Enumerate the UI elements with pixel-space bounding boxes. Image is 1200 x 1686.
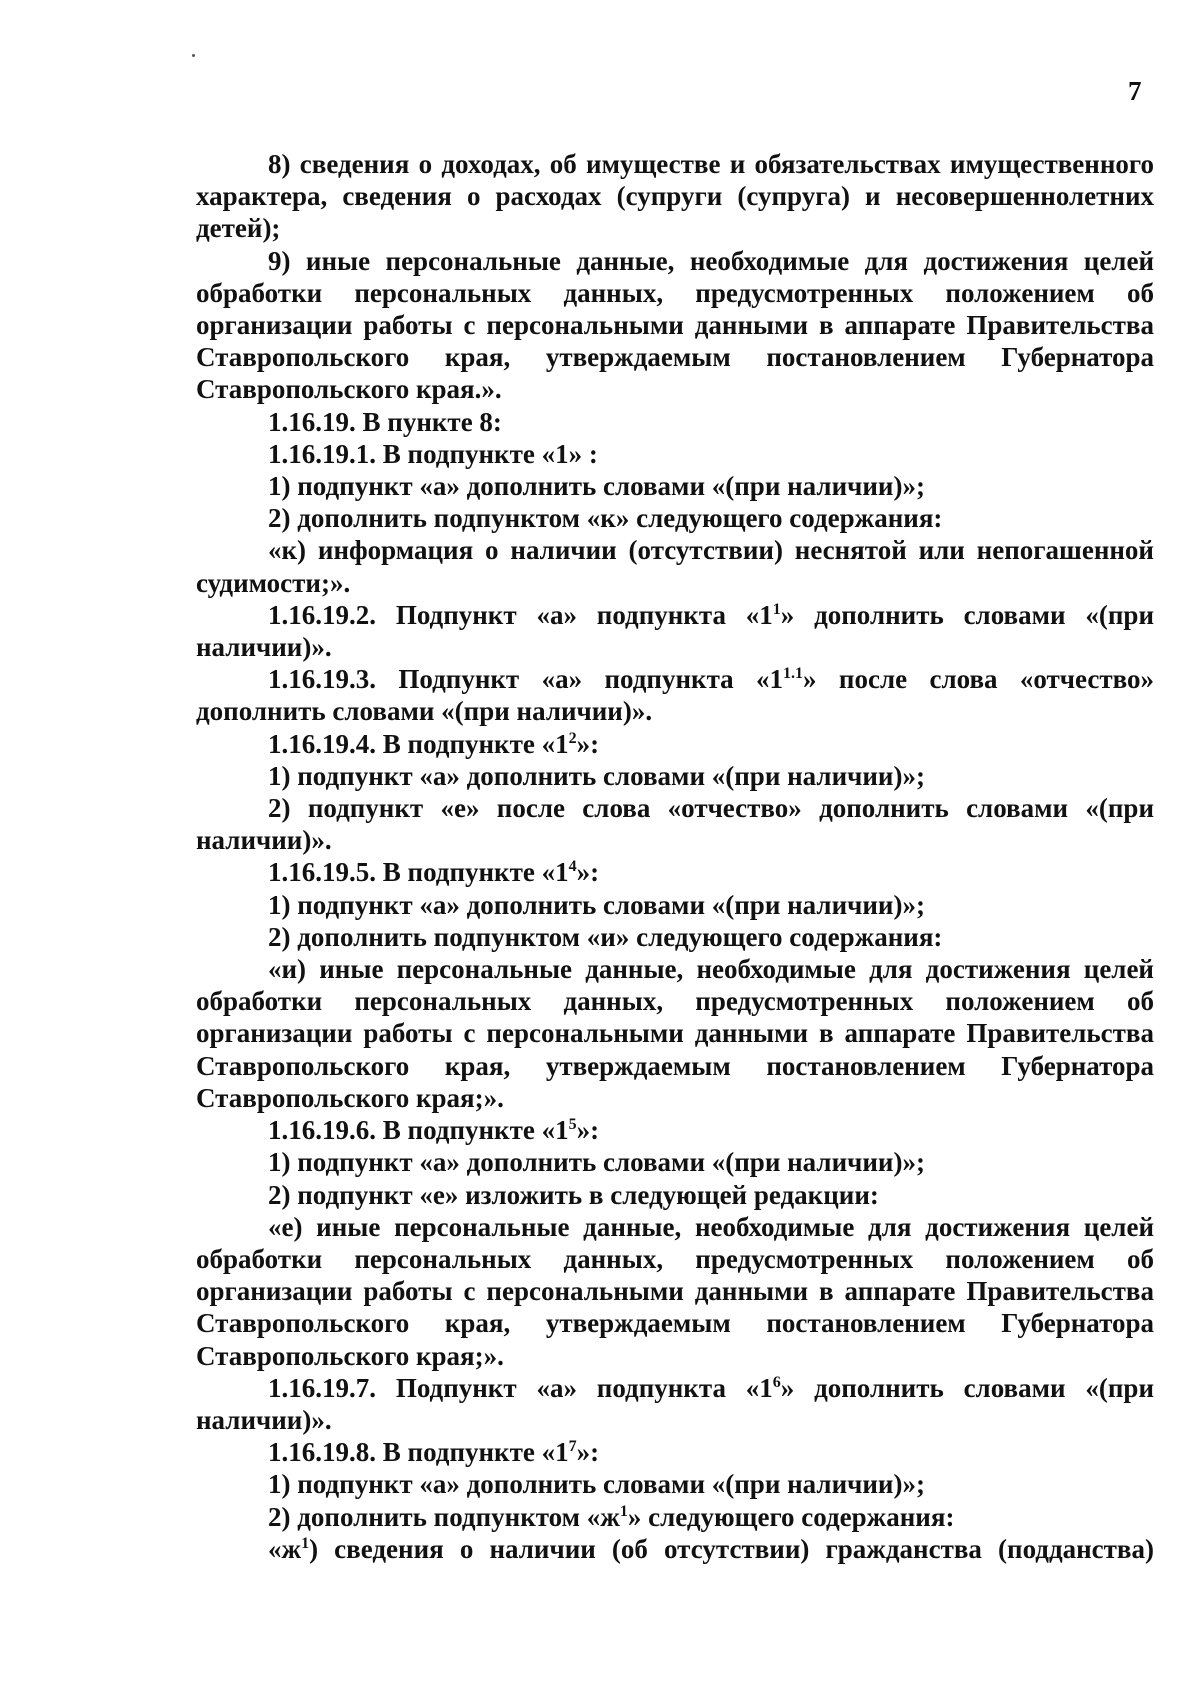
page-number: 7	[1128, 76, 1142, 106]
paragraph	[196, 953, 1154, 1114]
text-run: 1) подпункт «а» дополнить словами «(при наличии)»;	[268, 471, 925, 502]
paragraph	[196, 1179, 1154, 1211]
text-run: 2) дополнить подпунктом «ж	[268, 1501, 620, 1532]
text-run: «ж	[268, 1533, 302, 1564]
superscript: 1	[301, 1534, 310, 1552]
paragraph	[196, 245, 1154, 406]
paragraph	[196, 663, 1154, 727]
superscript: 4	[568, 858, 577, 876]
text-run: » следующего содержания:	[627, 1501, 955, 1532]
paragraph	[196, 1468, 1154, 1500]
paragraph	[196, 438, 1154, 470]
superscript: 2	[568, 729, 577, 747]
text-run: 1.16.19.7. Подпункт «а» подпункта «1	[268, 1372, 773, 1403]
paragraph	[196, 1211, 1154, 1372]
text-run: 1) подпункт «а» дополнить словами «(при наличии)»;	[268, 889, 925, 920]
text-run: »:	[576, 1437, 600, 1468]
superscript: 7	[568, 1438, 577, 1456]
paragraph	[196, 1114, 1154, 1146]
text-run: 1.16.19. В пункте 8:	[268, 406, 502, 437]
paragraph	[196, 502, 1154, 534]
text-run: 1.16.19.5. В подпункте «1	[268, 857, 569, 888]
text-run: »:	[576, 1115, 600, 1146]
text-run: 1.16.19.3. Подпункт «а» подпункта «1	[268, 664, 784, 695]
text-run: »:	[576, 728, 600, 759]
paragraph	[196, 470, 1154, 502]
superscript: 6	[772, 1373, 781, 1391]
paragraph	[196, 760, 1154, 792]
text-run: 2) дополнить подпунктом «и» следующего содержания:	[268, 921, 943, 952]
text-run: »:	[576, 857, 600, 888]
paragraph	[196, 534, 1154, 598]
paragraph	[196, 1436, 1154, 1468]
text-run: » после слова «отчество» дополнить словами «(при наличии)».	[196, 664, 1154, 727]
paragraph	[196, 406, 1154, 438]
paragraph	[196, 728, 1154, 760]
superscript: 1.1	[783, 665, 804, 683]
text-run: 8) сведения о доходах, об имуществе и обязательствах имущественного характера, сведения о расходах (супруги (супруга) и несовершеннолетних детей);	[196, 149, 1154, 244]
text-run: 1) подпункт «а» дополнить словами «(при наличии)»;	[268, 760, 925, 791]
text-run: «и) иные персональные данные, необходимые для достижения целей обработки персональных данных, предусмотренных положением об организации работы с персональными данными в аппарате Правительства Ставропольского края, утверждаемым постановлением Губернатора Ставропольского края;».	[196, 954, 1154, 1113]
paragraph	[196, 1501, 1154, 1533]
paragraph	[196, 1533, 1154, 1565]
paragraph	[196, 599, 1154, 663]
text-run: 1.16.19.8. В подпункте «1	[268, 1437, 569, 1468]
text-run: «е) иные персональные данные, необходимые для достижения целей обработки персональных данных, предусмотренных положением об организации работы с персональными данными в аппарате Правительства Ставропольского края, утверждаемым постановлением Губернатора Ставропольского края;».	[196, 1211, 1154, 1371]
paragraph	[196, 1146, 1154, 1178]
text-run: 2) подпункт «е» после слова «отчество» дополнить словами «(при наличии)».	[196, 793, 1154, 856]
scan-speck	[192, 54, 195, 57]
text-run: ) сведения о наличии (об отсутствии) гражданства (подданства)	[309, 1533, 1154, 1564]
document-body	[196, 148, 1154, 1565]
superscript: 1	[772, 600, 781, 618]
text-run: 2) дополнить подпунктом «к» следующего содержания:	[268, 503, 943, 534]
paragraph	[196, 889, 1154, 921]
text-run: 2) подпункт «е» изложить в следующей редакции:	[268, 1179, 879, 1210]
text-run: 1.16.19.6. В подпункте «1	[268, 1115, 569, 1146]
paragraph	[196, 792, 1154, 856]
text-run: 1.16.19.4. В подпункте «1	[268, 728, 569, 759]
text-run: 9) иные персональные данные, необходимые для достижения целей обработки персональных данных, предусмотренных положением об организации работы с персональными данными в аппарате Правительства Ставропольского края, утверждаемым постановлением Губернатора Ставропольского края.».	[196, 245, 1154, 405]
text-run: 1.16.19.1. В подпункте «1» :	[268, 438, 598, 469]
superscript: 5	[568, 1116, 577, 1134]
superscript: 1	[619, 1502, 628, 1520]
text-run: «к) информация о наличии (отсутствии) неснятой или непогашенной судимости;».	[196, 535, 1154, 598]
text-run: 1) подпункт «а» дополнить словами «(при наличии)»;	[268, 1469, 925, 1500]
paragraph	[196, 148, 1154, 245]
text-run: » дополнить словами «(при наличии)».	[196, 599, 1154, 663]
paragraph	[196, 856, 1154, 888]
paragraph	[196, 921, 1154, 953]
text-run: 1) подпункт «а» дополнить словами «(при наличии)»;	[268, 1147, 925, 1178]
text-run: 1.16.19.2. Подпункт «а» подпункта «1	[268, 599, 773, 630]
text-run: » дополнить словами «(при наличии)».	[196, 1372, 1154, 1435]
paragraph	[196, 1372, 1154, 1436]
